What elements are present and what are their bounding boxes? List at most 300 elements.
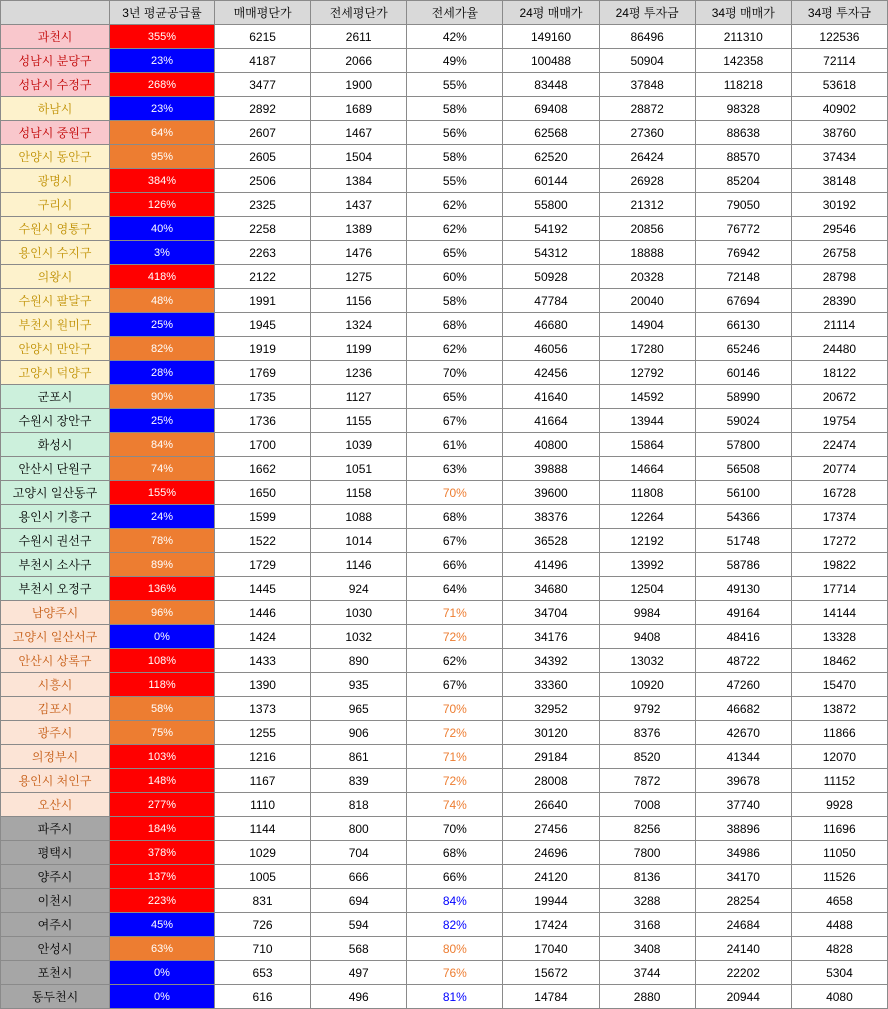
- supply-rate-cell: 223%: [110, 889, 215, 913]
- 34pyeong-investment-cell: 13328: [791, 625, 887, 649]
- table-row: [1, 769, 888, 793]
- 24pyeong-investment-cell: 12192: [599, 529, 695, 553]
- 24pyeong-price-cell: 33360: [503, 673, 599, 697]
- 34pyeong-investment-cell: 21114: [791, 313, 887, 337]
- column-header-region: [1, 1, 110, 25]
- 24pyeong-investment-cell: 20328: [599, 265, 695, 289]
- column-header-24pyeong-price: 24평 매매가: [503, 1, 599, 25]
- table-row: [1, 121, 888, 145]
- 34pyeong-investment-cell: 40902: [791, 97, 887, 121]
- region-name-cell: 파주시: [1, 817, 110, 841]
- region-name-cell: 부천시 원미구: [1, 313, 110, 337]
- 24pyeong-price-cell: 41496: [503, 553, 599, 577]
- 34pyeong-investment-cell: 29546: [791, 217, 887, 241]
- 34pyeong-price-cell: 65246: [695, 337, 791, 361]
- region-name-cell: 하남시: [1, 97, 110, 121]
- jeonse-unit-price-cell: 666: [311, 865, 407, 889]
- column-header-24pyeong-investment: 24평 투자금: [599, 1, 695, 25]
- jeonse-ratio-cell: 65%: [407, 385, 503, 409]
- 34pyeong-price-cell: 142358: [695, 49, 791, 73]
- table-row: [1, 601, 888, 625]
- sale-unit-price-cell: 1433: [215, 649, 311, 673]
- 24pyeong-price-cell: 54192: [503, 217, 599, 241]
- 34pyeong-price-cell: 38896: [695, 817, 791, 841]
- region-name-cell: 양주시: [1, 865, 110, 889]
- jeonse-unit-price-cell: 1127: [311, 385, 407, 409]
- jeonse-ratio-cell: 72%: [407, 769, 503, 793]
- 24pyeong-investment-cell: 7008: [599, 793, 695, 817]
- table-row: [1, 625, 888, 649]
- 24pyeong-investment-cell: 8256: [599, 817, 695, 841]
- 24pyeong-investment-cell: 21312: [599, 193, 695, 217]
- supply-rate-cell: 90%: [110, 385, 215, 409]
- 24pyeong-price-cell: 32952: [503, 697, 599, 721]
- jeonse-unit-price-cell: 496: [311, 985, 407, 1009]
- 24pyeong-price-cell: 40800: [503, 433, 599, 457]
- 34pyeong-price-cell: 88638: [695, 121, 791, 145]
- 24pyeong-price-cell: 14784: [503, 985, 599, 1009]
- 34pyeong-investment-cell: 17374: [791, 505, 887, 529]
- jeonse-unit-price-cell: 906: [311, 721, 407, 745]
- supply-rate-cell: 45%: [110, 913, 215, 937]
- table-row: [1, 457, 888, 481]
- region-name-cell: 포천시: [1, 961, 110, 985]
- table-row: [1, 649, 888, 673]
- region-name-cell: 용인시 기흥구: [1, 505, 110, 529]
- 24pyeong-price-cell: 34392: [503, 649, 599, 673]
- 24pyeong-investment-cell: 12504: [599, 577, 695, 601]
- supply-rate-cell: 23%: [110, 97, 215, 121]
- 24pyeong-investment-cell: 13992: [599, 553, 695, 577]
- jeonse-ratio-cell: 66%: [407, 553, 503, 577]
- table-row: [1, 961, 888, 985]
- supply-rate-cell: 103%: [110, 745, 215, 769]
- 34pyeong-price-cell: 79050: [695, 193, 791, 217]
- region-name-cell: 김포시: [1, 697, 110, 721]
- column-header-supply-rate: 3년 평균공급률: [110, 1, 215, 25]
- 24pyeong-price-cell: 39600: [503, 481, 599, 505]
- 24pyeong-investment-cell: 15864: [599, 433, 695, 457]
- 34pyeong-price-cell: 85204: [695, 169, 791, 193]
- sale-unit-price-cell: 1445: [215, 577, 311, 601]
- jeonse-ratio-cell: 42%: [407, 25, 503, 49]
- 34pyeong-price-cell: 58990: [695, 385, 791, 409]
- region-name-cell: 여주시: [1, 913, 110, 937]
- 24pyeong-investment-cell: 37848: [599, 73, 695, 97]
- 24pyeong-price-cell: 54312: [503, 241, 599, 265]
- sale-unit-price-cell: 2506: [215, 169, 311, 193]
- 24pyeong-investment-cell: 12792: [599, 361, 695, 385]
- supply-rate-cell: 58%: [110, 697, 215, 721]
- table-header-row: [1, 1, 888, 25]
- region-name-cell: 수원시 권선구: [1, 529, 110, 553]
- region-name-cell: 부천시 오정구: [1, 577, 110, 601]
- 24pyeong-investment-cell: 3408: [599, 937, 695, 961]
- 34pyeong-price-cell: 41344: [695, 745, 791, 769]
- jeonse-ratio-cell: 71%: [407, 601, 503, 625]
- sale-unit-price-cell: 2605: [215, 145, 311, 169]
- region-name-cell: 구리시: [1, 193, 110, 217]
- 34pyeong-price-cell: 66130: [695, 313, 791, 337]
- supply-rate-cell: 40%: [110, 217, 215, 241]
- 24pyeong-investment-cell: 3744: [599, 961, 695, 985]
- jeonse-unit-price-cell: 694: [311, 889, 407, 913]
- sale-unit-price-cell: 1522: [215, 529, 311, 553]
- 24pyeong-price-cell: 62568: [503, 121, 599, 145]
- 24pyeong-price-cell: 36528: [503, 529, 599, 553]
- jeonse-ratio-cell: 62%: [407, 649, 503, 673]
- 34pyeong-investment-cell: 4658: [791, 889, 887, 913]
- supply-rate-cell: 268%: [110, 73, 215, 97]
- 34pyeong-investment-cell: 11526: [791, 865, 887, 889]
- region-name-cell: 광주시: [1, 721, 110, 745]
- sale-unit-price-cell: 1110: [215, 793, 311, 817]
- jeonse-ratio-cell: 67%: [407, 673, 503, 697]
- sale-unit-price-cell: 1373: [215, 697, 311, 721]
- table-row: [1, 361, 888, 385]
- region-name-cell: 오산시: [1, 793, 110, 817]
- supply-rate-cell: 95%: [110, 145, 215, 169]
- 24pyeong-price-cell: 15672: [503, 961, 599, 985]
- 34pyeong-price-cell: 58786: [695, 553, 791, 577]
- jeonse-ratio-cell: 67%: [407, 409, 503, 433]
- 34pyeong-investment-cell: 15470: [791, 673, 887, 697]
- supply-rate-cell: 137%: [110, 865, 215, 889]
- sale-unit-price-cell: 616: [215, 985, 311, 1009]
- jeonse-unit-price-cell: 818: [311, 793, 407, 817]
- jeonse-unit-price-cell: 1900: [311, 73, 407, 97]
- jeonse-ratio-cell: 55%: [407, 169, 503, 193]
- sale-unit-price-cell: 2258: [215, 217, 311, 241]
- region-name-cell: 고양시 일산서구: [1, 625, 110, 649]
- 24pyeong-price-cell: 19944: [503, 889, 599, 913]
- 24pyeong-investment-cell: 3168: [599, 913, 695, 937]
- 34pyeong-investment-cell: 28798: [791, 265, 887, 289]
- supply-rate-cell: 355%: [110, 25, 215, 49]
- 24pyeong-investment-cell: 8376: [599, 721, 695, 745]
- supply-rate-cell: 48%: [110, 289, 215, 313]
- 24pyeong-investment-cell: 13032: [599, 649, 695, 673]
- sale-unit-price-cell: 1390: [215, 673, 311, 697]
- 34pyeong-investment-cell: 22474: [791, 433, 887, 457]
- 34pyeong-investment-cell: 38148: [791, 169, 887, 193]
- 24pyeong-investment-cell: 28872: [599, 97, 695, 121]
- 34pyeong-price-cell: 59024: [695, 409, 791, 433]
- jeonse-unit-price-cell: 935: [311, 673, 407, 697]
- supply-rate-cell: 28%: [110, 361, 215, 385]
- sale-unit-price-cell: 1735: [215, 385, 311, 409]
- 24pyeong-price-cell: 24120: [503, 865, 599, 889]
- table-row: [1, 529, 888, 553]
- sale-unit-price-cell: 3477: [215, 73, 311, 97]
- 34pyeong-investment-cell: 20774: [791, 457, 887, 481]
- jeonse-ratio-cell: 82%: [407, 913, 503, 937]
- sale-unit-price-cell: 1650: [215, 481, 311, 505]
- supply-rate-cell: 277%: [110, 793, 215, 817]
- region-name-cell: 고양시 덕양구: [1, 361, 110, 385]
- region-name-cell: 의정부시: [1, 745, 110, 769]
- supply-rate-cell: 82%: [110, 337, 215, 361]
- 34pyeong-price-cell: 24684: [695, 913, 791, 937]
- 24pyeong-price-cell: 29184: [503, 745, 599, 769]
- 34pyeong-investment-cell: 4488: [791, 913, 887, 937]
- jeonse-ratio-cell: 62%: [407, 337, 503, 361]
- jeonse-ratio-cell: 66%: [407, 865, 503, 889]
- jeonse-unit-price-cell: 1051: [311, 457, 407, 481]
- sale-unit-price-cell: 1255: [215, 721, 311, 745]
- 24pyeong-investment-cell: 26928: [599, 169, 695, 193]
- supply-rate-cell: 378%: [110, 841, 215, 865]
- 34pyeong-price-cell: 49130: [695, 577, 791, 601]
- 34pyeong-price-cell: 48416: [695, 625, 791, 649]
- 34pyeong-investment-cell: 5304: [791, 961, 887, 985]
- 24pyeong-investment-cell: 3288: [599, 889, 695, 913]
- sale-unit-price-cell: 1736: [215, 409, 311, 433]
- table-row: [1, 817, 888, 841]
- 34pyeong-price-cell: 72148: [695, 265, 791, 289]
- 34pyeong-price-cell: 28254: [695, 889, 791, 913]
- supply-rate-cell: 78%: [110, 529, 215, 553]
- table-row: [1, 841, 888, 865]
- 24pyeong-investment-cell: 11808: [599, 481, 695, 505]
- 34pyeong-investment-cell: 18462: [791, 649, 887, 673]
- jeonse-ratio-cell: 84%: [407, 889, 503, 913]
- table-row: [1, 673, 888, 697]
- 34pyeong-price-cell: 49164: [695, 601, 791, 625]
- region-name-cell: 안산시 상록구: [1, 649, 110, 673]
- sale-unit-price-cell: 1167: [215, 769, 311, 793]
- 24pyeong-price-cell: 28008: [503, 769, 599, 793]
- 34pyeong-investment-cell: 17272: [791, 529, 887, 553]
- 34pyeong-investment-cell: 11152: [791, 769, 887, 793]
- sale-unit-price-cell: 1769: [215, 361, 311, 385]
- table-row: [1, 409, 888, 433]
- region-name-cell: 과천시: [1, 25, 110, 49]
- sale-unit-price-cell: 1662: [215, 457, 311, 481]
- 24pyeong-investment-cell: 10920: [599, 673, 695, 697]
- sale-unit-price-cell: 2607: [215, 121, 311, 145]
- table-row: [1, 553, 888, 577]
- table-row: [1, 577, 888, 601]
- table-header: [1, 1, 888, 25]
- 34pyeong-price-cell: 42670: [695, 721, 791, 745]
- jeonse-unit-price-cell: 1324: [311, 313, 407, 337]
- 34pyeong-price-cell: 46682: [695, 697, 791, 721]
- jeonse-unit-price-cell: 1384: [311, 169, 407, 193]
- jeonse-ratio-cell: 58%: [407, 145, 503, 169]
- jeonse-unit-price-cell: 1156: [311, 289, 407, 313]
- region-name-cell: 성남시 수정구: [1, 73, 110, 97]
- jeonse-unit-price-cell: 861: [311, 745, 407, 769]
- jeonse-ratio-cell: 58%: [407, 289, 503, 313]
- 34pyeong-investment-cell: 17714: [791, 577, 887, 601]
- supply-rate-cell: 3%: [110, 241, 215, 265]
- jeonse-ratio-cell: 81%: [407, 985, 503, 1009]
- jeonse-ratio-cell: 56%: [407, 121, 503, 145]
- jeonse-unit-price-cell: 2066: [311, 49, 407, 73]
- region-name-cell: 수원시 영통구: [1, 217, 110, 241]
- jeonse-ratio-cell: 68%: [407, 841, 503, 865]
- sale-unit-price-cell: 1919: [215, 337, 311, 361]
- jeonse-unit-price-cell: 594: [311, 913, 407, 937]
- jeonse-ratio-cell: 49%: [407, 49, 503, 73]
- region-name-cell: 화성시: [1, 433, 110, 457]
- 34pyeong-price-cell: 24140: [695, 937, 791, 961]
- 34pyeong-price-cell: 20944: [695, 985, 791, 1009]
- supply-rate-cell: 136%: [110, 577, 215, 601]
- jeonse-unit-price-cell: 1039: [311, 433, 407, 457]
- sale-unit-price-cell: 710: [215, 937, 311, 961]
- 24pyeong-price-cell: 26640: [503, 793, 599, 817]
- jeonse-unit-price-cell: 839: [311, 769, 407, 793]
- 34pyeong-investment-cell: 4080: [791, 985, 887, 1009]
- jeonse-unit-price-cell: 497: [311, 961, 407, 985]
- supply-rate-cell: 384%: [110, 169, 215, 193]
- table-row: [1, 145, 888, 169]
- supply-rate-cell: 148%: [110, 769, 215, 793]
- region-name-cell: 동두천시: [1, 985, 110, 1009]
- sale-unit-price-cell: 831: [215, 889, 311, 913]
- jeonse-unit-price-cell: 1158: [311, 481, 407, 505]
- 34pyeong-investment-cell: 72114: [791, 49, 887, 73]
- supply-rate-cell: 75%: [110, 721, 215, 745]
- supply-rate-cell: 24%: [110, 505, 215, 529]
- jeonse-ratio-cell: 72%: [407, 721, 503, 745]
- sale-unit-price-cell: 2892: [215, 97, 311, 121]
- jeonse-ratio-cell: 61%: [407, 433, 503, 457]
- 24pyeong-investment-cell: 20040: [599, 289, 695, 313]
- jeonse-ratio-cell: 80%: [407, 937, 503, 961]
- supply-rate-cell: 23%: [110, 49, 215, 73]
- jeonse-ratio-cell: 65%: [407, 241, 503, 265]
- supply-rate-cell: 118%: [110, 673, 215, 697]
- 34pyeong-price-cell: 88570: [695, 145, 791, 169]
- jeonse-unit-price-cell: 1389: [311, 217, 407, 241]
- sale-unit-price-cell: 1599: [215, 505, 311, 529]
- table-body: [1, 25, 888, 1009]
- jeonse-unit-price-cell: 890: [311, 649, 407, 673]
- jeonse-unit-price-cell: 1476: [311, 241, 407, 265]
- 34pyeong-price-cell: 56100: [695, 481, 791, 505]
- jeonse-unit-price-cell: 704: [311, 841, 407, 865]
- 24pyeong-price-cell: 69408: [503, 97, 599, 121]
- jeonse-unit-price-cell: 1437: [311, 193, 407, 217]
- sale-unit-price-cell: 1945: [215, 313, 311, 337]
- sale-unit-price-cell: 4187: [215, 49, 311, 73]
- jeonse-unit-price-cell: 1275: [311, 265, 407, 289]
- 24pyeong-investment-cell: 9792: [599, 697, 695, 721]
- 24pyeong-price-cell: 38376: [503, 505, 599, 529]
- 34pyeong-investment-cell: 11866: [791, 721, 887, 745]
- 34pyeong-investment-cell: 122536: [791, 25, 887, 49]
- sale-unit-price-cell: 1144: [215, 817, 311, 841]
- 24pyeong-investment-cell: 26424: [599, 145, 695, 169]
- sale-unit-price-cell: 6215: [215, 25, 311, 49]
- 24pyeong-price-cell: 34176: [503, 625, 599, 649]
- jeonse-ratio-cell: 70%: [407, 481, 503, 505]
- 34pyeong-investment-cell: 38760: [791, 121, 887, 145]
- 24pyeong-price-cell: 46680: [503, 313, 599, 337]
- sale-unit-price-cell: 1216: [215, 745, 311, 769]
- table-row: [1, 217, 888, 241]
- jeonse-unit-price-cell: 1467: [311, 121, 407, 145]
- region-name-cell: 남양주시: [1, 601, 110, 625]
- 24pyeong-investment-cell: 14592: [599, 385, 695, 409]
- jeonse-ratio-cell: 55%: [407, 73, 503, 97]
- 34pyeong-investment-cell: 12070: [791, 745, 887, 769]
- table-row: [1, 793, 888, 817]
- region-name-cell: 성남시 중원구: [1, 121, 110, 145]
- jeonse-unit-price-cell: 1504: [311, 145, 407, 169]
- 34pyeong-investment-cell: 37434: [791, 145, 887, 169]
- sale-unit-price-cell: 1729: [215, 553, 311, 577]
- 34pyeong-price-cell: 37740: [695, 793, 791, 817]
- region-name-cell: 광명시: [1, 169, 110, 193]
- 24pyeong-investment-cell: 27360: [599, 121, 695, 145]
- jeonse-unit-price-cell: 1014: [311, 529, 407, 553]
- sale-unit-price-cell: 1029: [215, 841, 311, 865]
- 24pyeong-price-cell: 27456: [503, 817, 599, 841]
- jeonse-unit-price-cell: 1689: [311, 97, 407, 121]
- 24pyeong-investment-cell: 7872: [599, 769, 695, 793]
- column-header-sale-unit-price: 매매평단가: [215, 1, 311, 25]
- table-row: [1, 433, 888, 457]
- 34pyeong-investment-cell: 11050: [791, 841, 887, 865]
- 24pyeong-price-cell: 47784: [503, 289, 599, 313]
- supply-rate-cell: 108%: [110, 649, 215, 673]
- 34pyeong-price-cell: 51748: [695, 529, 791, 553]
- 34pyeong-price-cell: 67694: [695, 289, 791, 313]
- 34pyeong-investment-cell: 53618: [791, 73, 887, 97]
- 34pyeong-price-cell: 47260: [695, 673, 791, 697]
- jeonse-ratio-cell: 76%: [407, 961, 503, 985]
- 24pyeong-price-cell: 24696: [503, 841, 599, 865]
- 24pyeong-price-cell: 41664: [503, 409, 599, 433]
- region-name-cell: 용인시 수지구: [1, 241, 110, 265]
- supply-rate-cell: 155%: [110, 481, 215, 505]
- region-name-cell: 이천시: [1, 889, 110, 913]
- supply-rate-cell: 89%: [110, 553, 215, 577]
- supply-rate-cell: 25%: [110, 409, 215, 433]
- jeonse-ratio-cell: 60%: [407, 265, 503, 289]
- sale-unit-price-cell: 1446: [215, 601, 311, 625]
- jeonse-unit-price-cell: 2611: [311, 25, 407, 49]
- jeonse-unit-price-cell: 1155: [311, 409, 407, 433]
- 24pyeong-investment-cell: 9408: [599, 625, 695, 649]
- 34pyeong-investment-cell: 13872: [791, 697, 887, 721]
- 34pyeong-price-cell: 118218: [695, 73, 791, 97]
- region-name-cell: 안성시: [1, 937, 110, 961]
- 24pyeong-price-cell: 62520: [503, 145, 599, 169]
- sale-unit-price-cell: 726: [215, 913, 311, 937]
- table-row: [1, 985, 888, 1009]
- supply-rate-cell: 63%: [110, 937, 215, 961]
- 34pyeong-investment-cell: 11696: [791, 817, 887, 841]
- region-name-cell: 의왕시: [1, 265, 110, 289]
- table-row: [1, 169, 888, 193]
- 24pyeong-investment-cell: 7800: [599, 841, 695, 865]
- 34pyeong-investment-cell: 28390: [791, 289, 887, 313]
- table-row: [1, 481, 888, 505]
- 24pyeong-investment-cell: 17280: [599, 337, 695, 361]
- sale-unit-price-cell: 2263: [215, 241, 311, 265]
- region-name-cell: 고양시 일산동구: [1, 481, 110, 505]
- 34pyeong-price-cell: 54366: [695, 505, 791, 529]
- 24pyeong-investment-cell: 8520: [599, 745, 695, 769]
- jeonse-unit-price-cell: 924: [311, 577, 407, 601]
- table-row: [1, 865, 888, 889]
- table-row: [1, 313, 888, 337]
